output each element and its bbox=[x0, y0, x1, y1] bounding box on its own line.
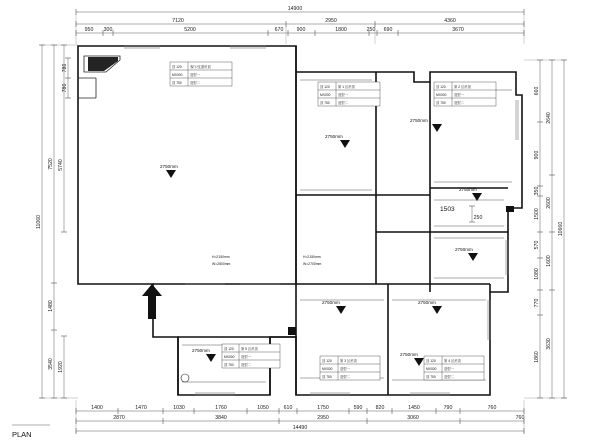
table-cell-label: 第 4 区吊顶 bbox=[444, 359, 461, 363]
table-cell-code: 顶 120 bbox=[322, 359, 332, 363]
right-dimension-chain bbox=[524, 60, 567, 398]
table-cell-label: 造型一 bbox=[190, 73, 200, 77]
table-cell-label: 第 1 区吊顶 bbox=[338, 85, 355, 89]
dim-top-950: 950 bbox=[84, 27, 94, 33]
note-mid-line1: H=2150mm bbox=[303, 255, 321, 259]
dim-right-2600: 2600 bbox=[546, 197, 552, 209]
dim-bottom-760: 760 bbox=[487, 405, 497, 411]
table-cell-label: 造型二 bbox=[241, 363, 251, 367]
dim-left-7520: 7520 bbox=[48, 158, 54, 170]
dim-top-3670: 3670 bbox=[452, 27, 464, 33]
table-cell-code: 顶 120 bbox=[224, 347, 234, 351]
table-cell-code: 顶 120 bbox=[436, 85, 446, 89]
dim-right-660: 660 bbox=[534, 86, 540, 96]
dim-bottom-610: 610 bbox=[283, 405, 293, 411]
table-cell-code: 顶 750 bbox=[436, 101, 446, 105]
table-cell-label: 客厅/过道吊顶 bbox=[190, 65, 211, 69]
dim-top-5200: 5200 bbox=[184, 27, 196, 33]
room-number-1503 bbox=[440, 206, 482, 222]
table-cell-label: 造型二 bbox=[190, 81, 200, 85]
dim-bottom-2870: 2870 bbox=[113, 415, 125, 421]
table-cell-code: MX000 bbox=[426, 367, 437, 371]
table-cell-code: 顶 750 bbox=[224, 363, 234, 367]
table-cell-code: MX000 bbox=[172, 73, 183, 77]
note-mid-line2: W=2700mm bbox=[303, 262, 322, 266]
table-cell-code: 顶 120 bbox=[172, 65, 182, 69]
note-left-line2: W=2800mm bbox=[212, 262, 231, 266]
ceiling-table-bedroom-southeast bbox=[424, 356, 484, 380]
ceiling-label-bedroom-southwest: 2750mm bbox=[192, 348, 210, 353]
bottom-dimension-chain bbox=[76, 400, 524, 434]
dim-left-780-a: 780 bbox=[62, 63, 68, 73]
table-cell-label: 第 2 区吊顶 bbox=[454, 85, 471, 89]
plan-title-label: PLAN bbox=[12, 430, 32, 439]
table-cell-code: 顶 750 bbox=[322, 375, 332, 379]
table-cell-label: 造型一 bbox=[444, 367, 454, 371]
note-left bbox=[212, 255, 231, 266]
table-cell-label: 造型二 bbox=[338, 101, 348, 105]
ceiling-marker-bedroom-southwest bbox=[192, 348, 216, 362]
dim-left-3540: 3540 bbox=[48, 358, 54, 370]
table-cell-code: MX000 bbox=[322, 367, 333, 371]
dim-top-300: 300 bbox=[103, 27, 113, 33]
dim-right-10660: 10660 bbox=[558, 221, 564, 237]
ceiling-label-bedroom-north: 2750mm bbox=[325, 134, 343, 139]
dim-top-900: 900 bbox=[296, 27, 306, 33]
note-mid bbox=[303, 255, 322, 266]
plan-title bbox=[12, 425, 50, 439]
dim-top-690: 690 bbox=[383, 27, 393, 33]
dim-top-2950: 2950 bbox=[325, 18, 337, 24]
dim-right-900: 900 bbox=[534, 150, 540, 160]
dim-right-1080: 1080 bbox=[534, 268, 540, 280]
table-cell-code: MX000 bbox=[320, 93, 331, 97]
dim-bottom-760: 760 bbox=[515, 415, 525, 421]
dim-bottom-1400: 1400 bbox=[91, 405, 103, 411]
dim-top-1800: 1800 bbox=[335, 27, 347, 33]
dim-top-4360: 4360 bbox=[444, 18, 456, 24]
table-cell-code: 顶 750 bbox=[320, 101, 330, 105]
table-cell-code: 顶 120 bbox=[320, 85, 330, 89]
table-cell-label: 造型一 bbox=[241, 355, 251, 359]
table-cell-code: 顶 120 bbox=[426, 359, 436, 363]
room-number-label: 1503 bbox=[440, 206, 455, 213]
ceiling-label-bedroom-northeast: 2750mm bbox=[410, 118, 428, 123]
ceiling-label-bedroom-southeast-2: 2750mm bbox=[400, 352, 418, 357]
left-dimension-chain bbox=[36, 45, 78, 398]
ceiling-label-bedroom-south-mid: 2750mm bbox=[322, 300, 340, 305]
dim-top-7120: 7120 bbox=[172, 18, 184, 24]
dim-right-770: 770 bbox=[534, 298, 540, 308]
ceiling-label-room-east-lower: 2750mm bbox=[455, 247, 473, 252]
ceiling-marker-bedroom-northeast bbox=[410, 118, 442, 132]
right-small-dimension-760 bbox=[516, 415, 525, 421]
dim-bottom-2950: 2950 bbox=[317, 415, 329, 421]
dim-left-11060: 11060 bbox=[36, 214, 42, 230]
dim-right-1600: 1600 bbox=[546, 255, 552, 267]
note-left-line1: H=2150mm bbox=[212, 255, 230, 259]
dim-room-1503-250: 250 bbox=[473, 215, 483, 221]
dim-bottom-590: 590 bbox=[353, 405, 363, 411]
table-cell-label: 第 3 区吊顶 bbox=[340, 359, 357, 363]
ceiling-marker-living-room bbox=[160, 164, 178, 178]
ceiling-height-markers bbox=[160, 118, 482, 366]
table-cell-code: 顶 750 bbox=[426, 375, 436, 379]
ceiling-marker-room-1503 bbox=[459, 187, 482, 201]
dim-bottom-1470: 1470 bbox=[135, 405, 147, 411]
north-arrow bbox=[142, 284, 162, 319]
dim-bottom-820: 820 bbox=[375, 405, 385, 411]
dim-bottom-1050: 1050 bbox=[257, 405, 269, 411]
dim-left-780-b: 780 bbox=[62, 83, 68, 93]
top-dimension-chain bbox=[76, 6, 524, 44]
dim-left-1480: 1480 bbox=[48, 300, 54, 312]
dim-left-5740: 5740 bbox=[58, 159, 64, 171]
dim-bottom-3840: 3840 bbox=[215, 415, 227, 421]
ceiling-table-bedroom-southwest bbox=[222, 344, 280, 368]
table-cell-label: 造型二 bbox=[340, 375, 350, 379]
table-cell-label: 造型二 bbox=[444, 375, 454, 379]
ceiling-marker-bedroom-north bbox=[325, 134, 350, 148]
dim-bottom-1760: 1760 bbox=[215, 405, 227, 411]
ceiling-label-room-1503: 2750mm bbox=[459, 187, 477, 192]
dim-bottom-3060: 3060 bbox=[407, 415, 419, 421]
ceiling-label-bedroom-southeast: 2750mm bbox=[418, 300, 436, 305]
dim-bottom-790: 790 bbox=[443, 405, 453, 411]
dim-top-670: 670 bbox=[274, 27, 284, 33]
ceiling-marker-room-east-lower bbox=[455, 247, 478, 261]
dim-right-1860: 1860 bbox=[534, 351, 540, 363]
dim-bottom-1450: 1450 bbox=[408, 405, 420, 411]
dim-right-2640: 2640 bbox=[546, 112, 552, 124]
dim-right-1500: 1500 bbox=[534, 208, 540, 220]
dim-bottom-1030: 1030 bbox=[173, 405, 185, 411]
ceiling-table-bedroom-north bbox=[318, 82, 380, 106]
ceiling-table-bedroom-northeast bbox=[434, 82, 496, 106]
ceiling-table-living-room bbox=[170, 62, 232, 86]
table-cell-code: MX000 bbox=[436, 93, 447, 97]
table-cell-code: 顶 750 bbox=[172, 81, 182, 85]
table-cell-label: 造型一 bbox=[340, 367, 350, 371]
table-cell-label: 造型一 bbox=[338, 93, 348, 97]
table-cell-label: 造型二 bbox=[454, 101, 464, 105]
left-small-dimension-780 bbox=[62, 58, 71, 98]
ceiling-label-living-room: 2750mm bbox=[160, 164, 178, 169]
table-cell-label: 造型一 bbox=[454, 93, 464, 97]
table-cell-code: MX000 bbox=[224, 355, 235, 359]
dim-right-350: 350 bbox=[534, 186, 540, 196]
table-cell-label: 第 5 区吊顶 bbox=[241, 347, 258, 351]
dim-top-250: 250 bbox=[366, 27, 376, 33]
dim-left-1920: 1920 bbox=[58, 361, 64, 373]
dim-top-14900: 14900 bbox=[287, 6, 303, 12]
dim-right-570: 570 bbox=[534, 240, 540, 250]
ceiling-table-bedroom-south-mid bbox=[320, 356, 380, 380]
ceiling-marker-bedroom-south-mid bbox=[322, 300, 346, 314]
dim-bottom-14490: 14490 bbox=[292, 425, 308, 431]
dim-right-3630: 3630 bbox=[546, 338, 552, 350]
dim-bottom-1750: 1750 bbox=[317, 405, 329, 411]
